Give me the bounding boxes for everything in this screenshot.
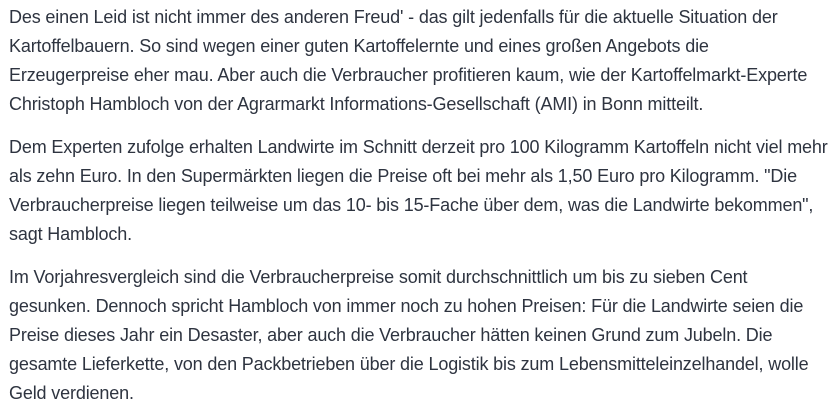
article-paragraph-3: Im Vorjahresvergleich sind die Verbraucherpreise somit durchschnittlich um bis zu sieben Cent gesunken. Dennoch spricht Hambloch von immer noch zu hohen Preisen: Für die Landwirte seien die Preise dieses Jahr ein Desaster, aber auch die Verbraucher hätten keinen Grund zum Jubeln. Die gesamte Lieferkette, von den Packbetrieben über die Logistik bis zum Lebensmitteleinzelhandel, wolle Geld verdienen. — [9, 267, 809, 403]
article-paragraph-2: Dem Experten zufolge erhalten Landwirte im Schnitt derzeit pro 100 Kilogramm Kartoffeln nicht viel mehr als zehn Euro. In den Supermärkten liegen die Preise oft bei mehr als 1,50 Euro pro Kilogramm. "Die Verbraucherpreise liegen teilweise um das 10- bis 15-Fache über dem, was die Landwirte bekommen", sagt Hambloch. — [9, 137, 828, 244]
article-paragraph-1: Des einen Leid ist nicht immer des anderen Freud' - das gilt jedenfalls für die aktuelle Situation der Kartoffelbauern. So sind wegen einer guten Kartoffelernte und eines großen Angebots die Erzeugerpreise eher mau. Aber auch die Verbraucher profitieren kaum, wie der Kartoffelmarkt-Experte Christoph Hambloch von der Agrarmarkt Informations-Gesellschaft (AMI) in Bonn mitteilt. — [9, 7, 808, 114]
